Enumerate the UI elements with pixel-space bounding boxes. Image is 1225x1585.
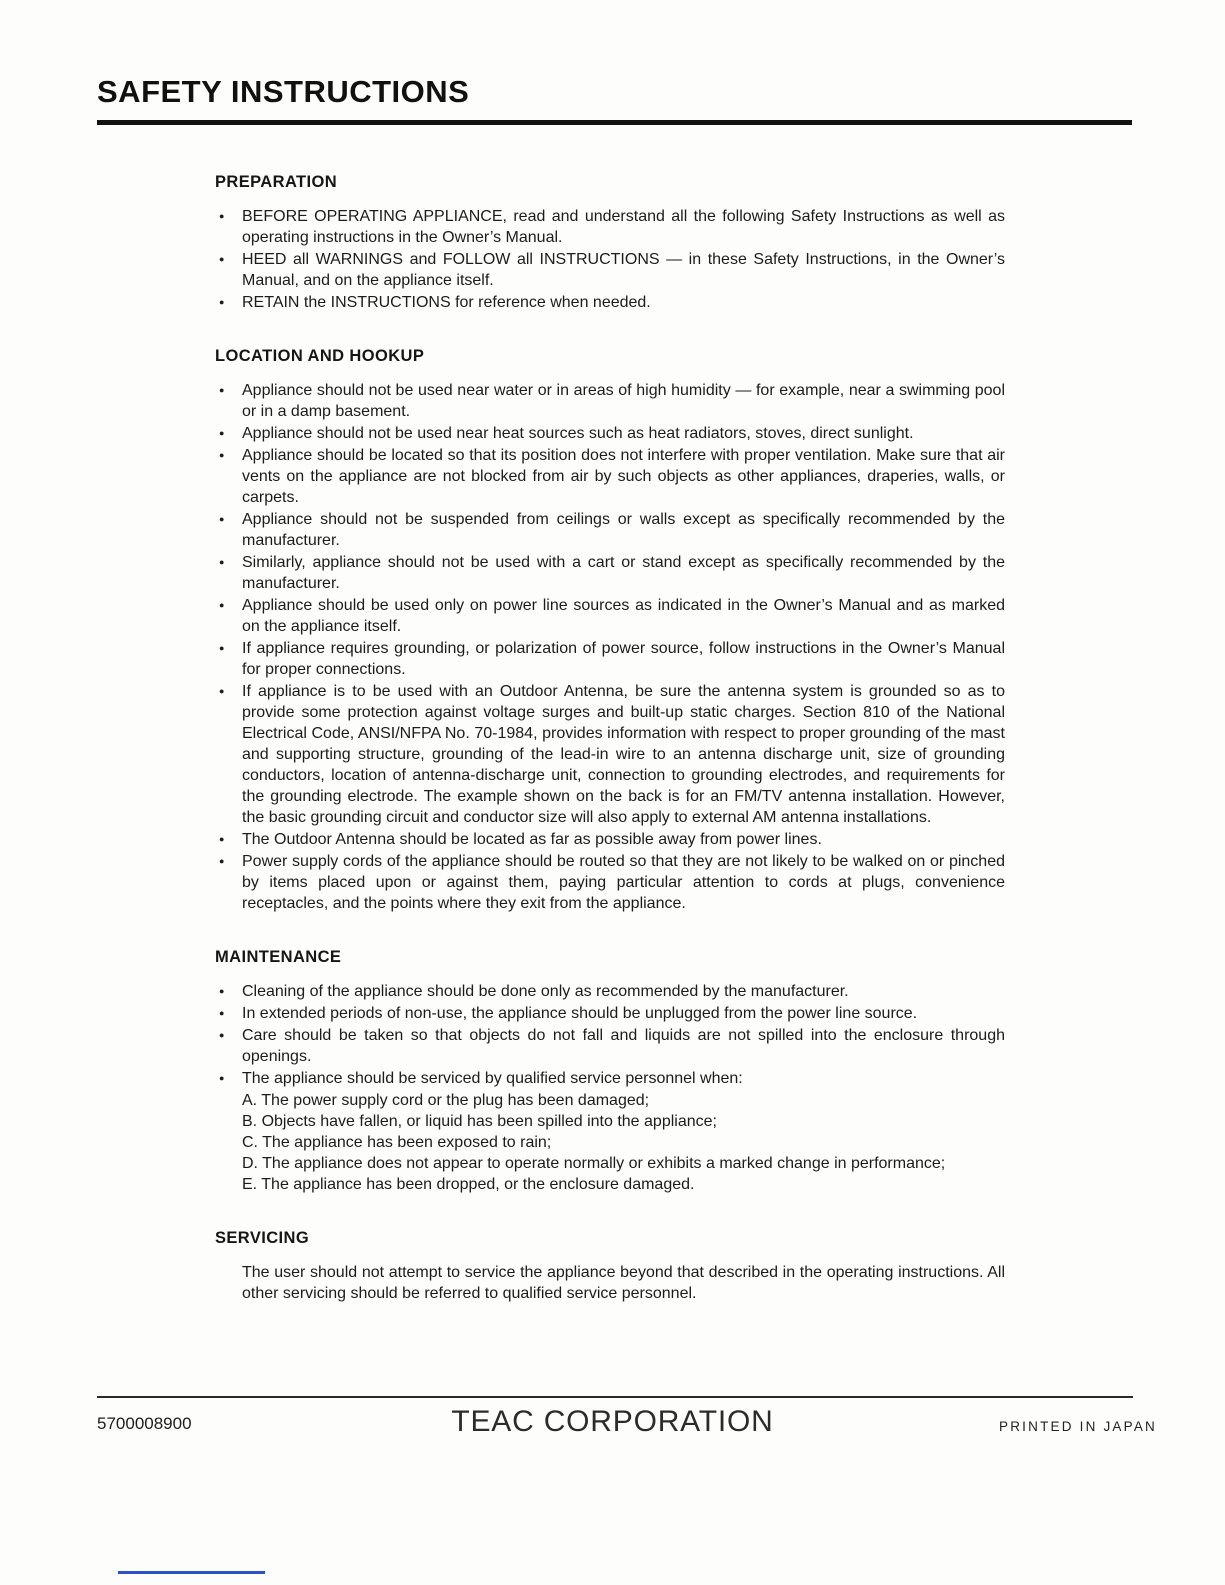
section-heading-location-and-hookup: LOCATION AND HOOKUP	[215, 347, 425, 365]
section-heading-servicing: SERVICING	[215, 1229, 310, 1247]
bullet-item: ● The Outdoor Antenna should be located as far as possible away from power lines.	[215, 829, 1005, 850]
sub-item: C. The appliance has been exposed to rain;	[242, 1134, 552, 1151]
document-number: 5700008900	[97, 1414, 192, 1433]
bullet-list-preparation	[215, 206, 1005, 313]
maintenance-sub-items	[242, 1090, 1005, 1195]
bullet-item: ● If appliance is to be used with an Outdoor Antenna, be sure the antenna system is grounded so as to provide some protection against voltage surges and built-up static charges. Section 810 of the National Electrical Code, ANSI/NFPA No. 70-1984, provides information with respect to proper grounding of the mast and supporting structure, grounding of the lead-in wire to an antenna discharge unit, size of grounding conductors, location of antenna-discharge unit, connection to grounding electrodes, and requirements for the grounding electrode. The example shown on the back is for an FM/TV antenna installation. However, the basic grounding circuit and conductor size will also apply to external AM antenna installations.	[215, 681, 1005, 828]
section-servicing	[215, 1228, 1005, 1304]
bullet-item: ● In extended periods of non-use, the appliance should be unplugged from the power line source.	[215, 1003, 1005, 1024]
bullet-item: ● Power supply cords of the appliance should be routed so that they are not likely to be walked on or pinched by items placed upon or against them, paying particular attention to cords at plugs, convenience receptacles, and the points where they exit from the appliance.	[215, 851, 1005, 914]
bullet-item: ● RETAIN the INSTRUCTIONS for reference when needed.	[215, 292, 1005, 313]
footer-rule	[97, 1396, 1133, 1398]
sub-item: D. The appliance does not appear to operate normally or exhibits a marked change in performance;	[242, 1155, 946, 1172]
bullet-item: ● Cleaning of the appliance should be done only as recommended by the manufacturer.	[215, 981, 1005, 1002]
bullet-item: ● Similarly, appliance should not be used with a cart or stand except as specifically recommended by the manufacturer.	[215, 552, 1005, 594]
bullet-list-location-and-hookup	[215, 380, 1005, 914]
printed-in-label: PRINTED IN JAPAN	[999, 1419, 1157, 1434]
bullet-item: ● Appliance should not be used near water or in areas of high humidity — for example, near a swimming pool or in a damp basement.	[215, 380, 1005, 422]
bullet-item: ● Appliance should not be suspended from ceilings or walls except as specifically recommended by the manufacturer.	[215, 509, 1005, 551]
section-heading-maintenance: MAINTENANCE	[215, 948, 342, 966]
section-preparation	[215, 172, 1005, 313]
page-title: SAFETY INSTRUCTIONS	[97, 74, 470, 109]
company-name: TEAC CORPORATION	[451, 1405, 774, 1438]
section-maintenance	[215, 947, 1005, 1195]
sub-item: E. The appliance has been dropped, or the enclosure damaged.	[242, 1176, 695, 1193]
bullet-list-maintenance	[215, 981, 1005, 1089]
bullet-item: ● Care should be taken so that objects do not fall and liquids are not spilled into the enclosure through openings.	[215, 1025, 1005, 1067]
bullet-item: ● The appliance should be serviced by qualified service personnel when:	[215, 1068, 1005, 1089]
bullet-item: ● Appliance should be used only on power line sources as indicated in the Owner’s Manual and as marked on the appliance itself.	[215, 595, 1005, 637]
servicing-paragraph: The user should not attempt to service the appliance beyond that described in the operating instructions. All other servicing should be referred to qualified service personnel.	[242, 1264, 1005, 1302]
bullet-item: ● Appliance should not be used near heat sources such as heat radiators, stoves, direct sunlight.	[215, 423, 1005, 444]
bullet-item: ● HEED all WARNINGS and FOLLOW all INSTRUCTIONS — in these Safety Instructions, in the Owner’s Manual, and on the appliance itself.	[215, 249, 1005, 291]
sub-item: A. The power supply cord or the plug has been damaged;	[242, 1092, 650, 1109]
bullet-item: ● If appliance requires grounding, or polarization of power source, follow instructions in the Owner’s Manual for proper connections.	[215, 638, 1005, 680]
section-location-and-hookup	[215, 346, 1005, 914]
sub-item: B. Objects have fallen, or liquid has been spilled into the appliance;	[242, 1113, 717, 1130]
section-heading-preparation: PREPARATION	[215, 173, 338, 191]
title-rule	[97, 120, 1132, 125]
bullet-item: ● Appliance should be located so that its position does not interfere with proper ventilation. Make sure that air vents on the appliance are not blocked from air by such objects as other appliances, draperies, walls, or carpets.	[215, 445, 1005, 508]
bullet-item: ● BEFORE OPERATING APPLIANCE, read and understand all the following Safety Instructions as well as operating instructions in the Owner’s Manual.	[215, 206, 1005, 248]
scan-artifact-line	[118, 1571, 265, 1574]
document-content	[215, 172, 1005, 1304]
